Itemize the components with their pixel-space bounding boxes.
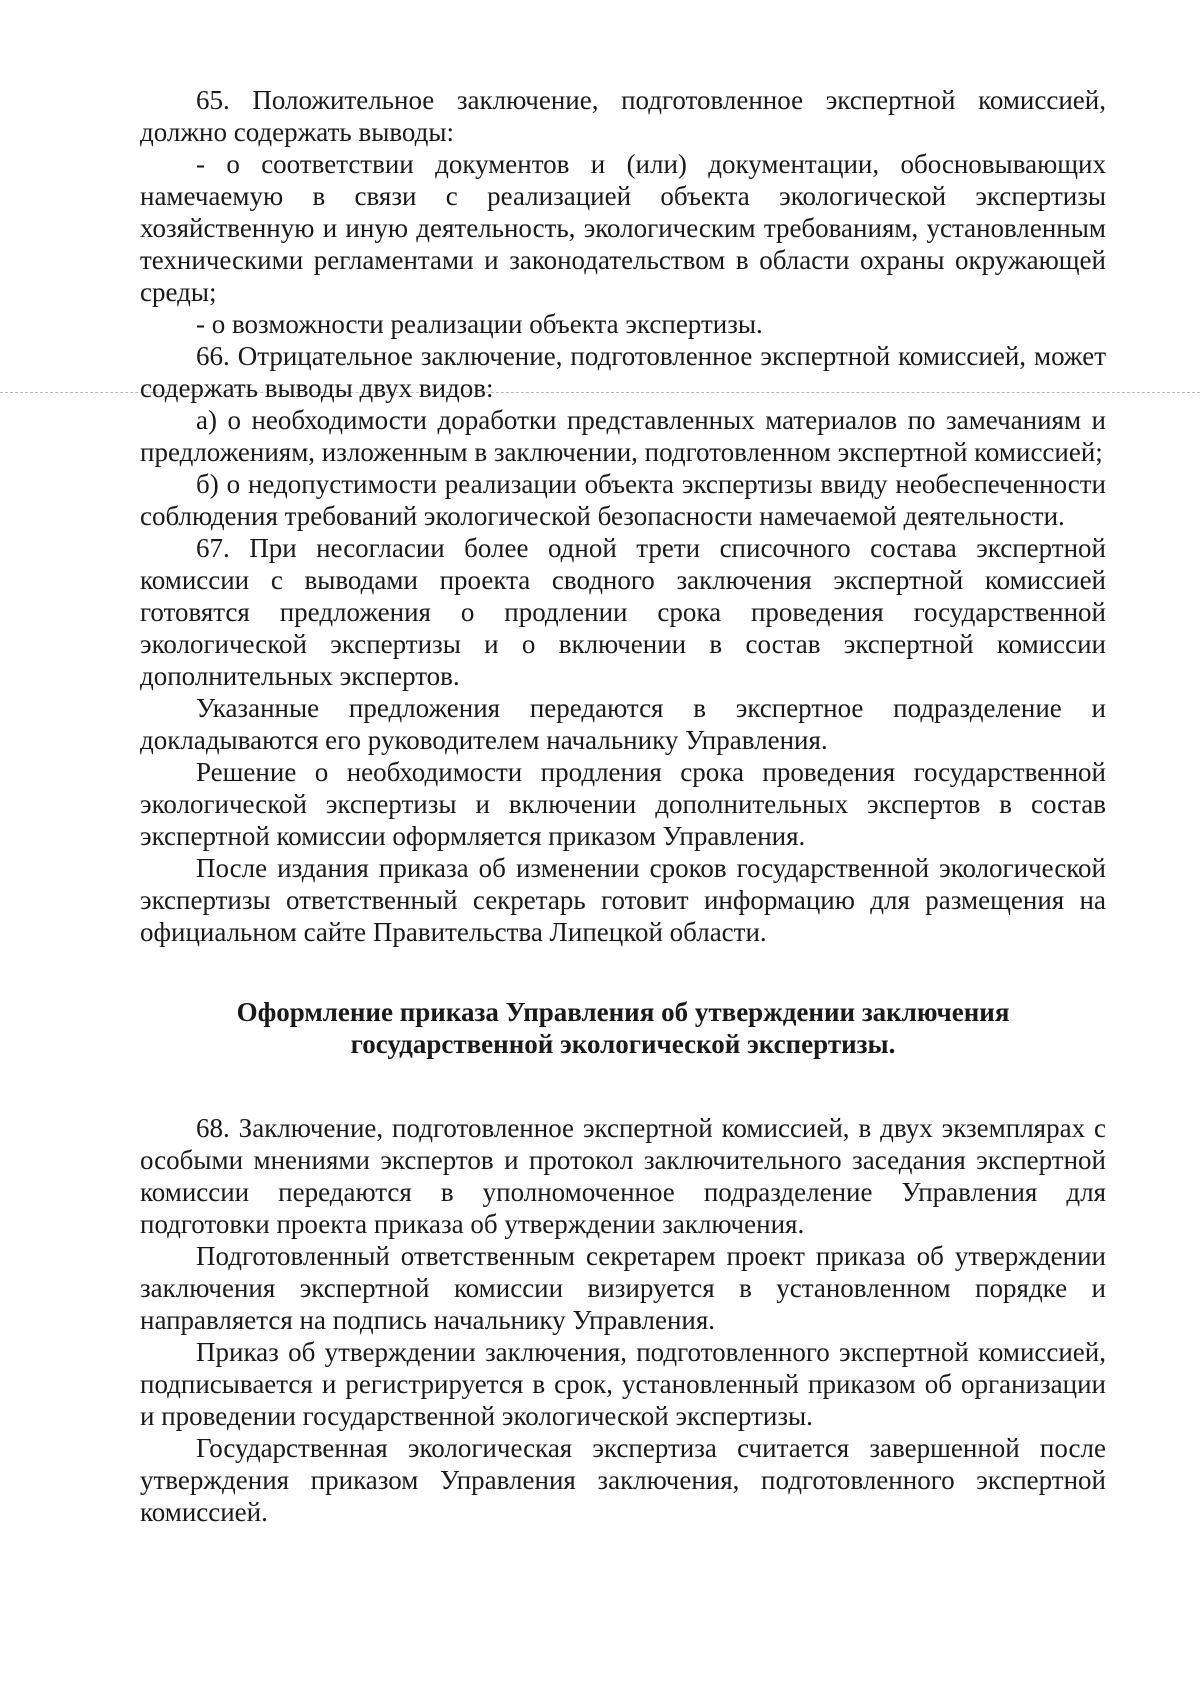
document-page <box>140 84 1106 1528</box>
paragraph-68-order-signing: Приказ об утверждении заключения, подготовленного экспертной комиссией, подписывается и регистрируется в срок, установленный приказом об организации и проведении государственной экологической экспертизы. <box>140 1337 1106 1431</box>
paragraph-66: 66. Отрицательное заключение, подготовленное экспертной комиссией, может содержать выводы двух видов: <box>140 341 1106 403</box>
paragraph-67-publication: После издания приказа об изменении сроков государственной экологической экспертизы ответственный секретарь готовит информацию для размещения на официальном сайте Правительства Липецкой области. <box>140 853 1106 947</box>
section-heading: Оформление приказа Управления об утверждении заключения государственной экологической экспертизы. <box>236 997 1010 1059</box>
paragraph-68: 68. Заключение, подготовленное экспертной комиссией, в двух экземплярах с особыми мнениями экспертов и протокол заключительного заседания экспертной комиссии передаются в уполномоченное подразделение Управления для подготовки проекта приказа об утверждении заключения. <box>140 1113 1106 1239</box>
paragraph-68-completion: Государственная экологическая экспертиза считается завершенной после утверждения приказом Управления заключения, подготовленного экспертной комиссией. <box>140 1433 1106 1527</box>
paragraph-65: 65. Положительное заключение, подготовленное экспертной комиссией, должно содержать выводы: <box>140 85 1106 147</box>
paragraph-67: 67. При несогласии более одной трети списочного состава экспертной комиссии с выводами проекта сводного заключения экспертной комиссией готовятся предложения о продлении срока проведения государственной экологической экспертизы и о включении в состав экспертной комиссии дополнительных экспертов. <box>140 533 1106 691</box>
paragraph-65-conclusion-a: - о соответствии документов и (или) документации, обосновывающих намечаемую в связи с реализацией объекта экологической экспертизы хозяйственную и иную деятельность, экологическим требованиям, установленным техническими регламентами и законодательством в области охраны окружающей среды; <box>140 149 1106 307</box>
paragraph-68-draft-order: Подготовленный ответственным секретарем проект приказа об утверждении заключения экспертной комиссии визируется в установленном порядке и направляется на подпись начальнику Управления. <box>140 1241 1106 1335</box>
paragraph-67-decision: Решение о необходимости продления срока проведения государственной экологической экспертизы и включении дополнительных экспертов в состав экспертной комиссии оформляется приказом Управления. <box>140 757 1106 851</box>
paragraph-66-b: б) о недопустимости реализации объекта экспертизы ввиду необеспеченности соблюдения требований экологической безопасности намечаемой деятельности. <box>140 469 1106 531</box>
paragraph-66-a: а) о необходимости доработки представленных материалов по замечаниям и предложениям, изложенным в заключении, подготовленном экспертной комиссией; <box>140 405 1106 467</box>
paragraph-65-conclusion-b: - о возможности реализации объекта экспертизы. <box>196 309 763 339</box>
paragraph-67-proposals: Указанные предложения передаются в экспертное подразделение и докладываются его руководителем начальнику Управления. <box>140 693 1106 755</box>
